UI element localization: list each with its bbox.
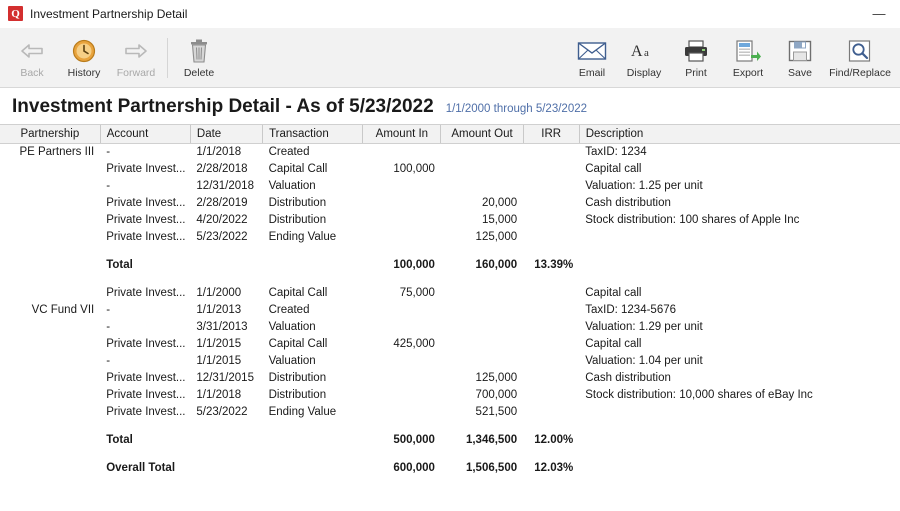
cell-partnership xyxy=(0,161,100,178)
cell-irr: 12.03% xyxy=(534,461,574,474)
cell-amount-in xyxy=(363,195,441,212)
cell-irr xyxy=(523,302,579,319)
cell-irr xyxy=(523,229,579,246)
cell-partnership xyxy=(0,229,100,246)
display-button[interactable] xyxy=(618,30,670,86)
cell-amount-in: 500,000 xyxy=(393,433,435,446)
page-title: Investment Partnership Detail - As of 5/23/2022 xyxy=(12,96,434,117)
back-button[interactable] xyxy=(6,30,58,86)
cell-description: Stock distribution: 10,000 shares of eBay Inc xyxy=(585,388,813,401)
column-header-transaction[interactable]: Transaction xyxy=(263,125,363,144)
column-header-date[interactable]: Date xyxy=(190,125,262,144)
cell-account: Private Invest... xyxy=(106,162,186,175)
cell-description: Capital call xyxy=(585,286,642,299)
cell-account: Private Invest... xyxy=(106,337,186,350)
cell-transaction: Created xyxy=(268,146,310,158)
history-button[interactable] xyxy=(58,30,110,86)
table-row[interactable] xyxy=(0,302,900,319)
table-row[interactable] xyxy=(0,144,900,161)
cell-account: - xyxy=(106,179,111,192)
cell-account: - xyxy=(106,354,111,367)
cell-partnership xyxy=(0,370,100,387)
table-spacer-row xyxy=(0,246,900,257)
report-table xyxy=(0,124,900,477)
column-header-amount-in[interactable]: Amount In xyxy=(363,125,441,144)
cell-irr xyxy=(523,212,579,229)
cell-amount-in xyxy=(363,404,441,421)
cell-irr: 13.39% xyxy=(534,258,574,271)
window-titlebar xyxy=(0,0,900,28)
cell-amount-out xyxy=(441,353,523,370)
cell-amount-in xyxy=(363,302,441,319)
trash-icon xyxy=(188,38,210,64)
report-date-range: 1/1/2000 through 5/23/2022 xyxy=(445,103,588,115)
cell-date: 1/1/2015 xyxy=(196,354,242,367)
cell-description: Stock distribution: 100 shares of Apple Inc xyxy=(585,213,800,226)
find-replace-button[interactable] xyxy=(826,30,894,86)
cell-irr xyxy=(523,404,579,421)
cell-description xyxy=(579,257,900,274)
column-header-account[interactable]: Account xyxy=(100,125,190,144)
cell-description: Cash distribution xyxy=(585,196,671,209)
cell-amount-in xyxy=(363,353,441,370)
window-title: Investment Partnership Detail xyxy=(30,6,188,21)
table-row[interactable] xyxy=(0,229,900,246)
cell-description: Capital call xyxy=(585,337,642,350)
cell-account: Overall Total xyxy=(106,461,176,474)
table-row[interactable] xyxy=(0,195,900,212)
cell-irr xyxy=(523,319,579,336)
cell-account: Private Invest... xyxy=(106,388,186,401)
cell-irr xyxy=(523,161,579,178)
cell-description: Valuation: 1.25 per unit xyxy=(585,179,703,192)
cell-partnership xyxy=(0,387,100,404)
cell-date: 2/28/2019 xyxy=(196,196,248,209)
cell-irr xyxy=(523,178,579,195)
cell-description: Cash distribution xyxy=(585,371,671,384)
table-row[interactable] xyxy=(0,319,900,336)
cell-transaction: Capital Call xyxy=(268,162,328,175)
table-row[interactable] xyxy=(0,285,900,302)
forward-button[interactable] xyxy=(110,30,162,86)
column-header-description[interactable]: Description xyxy=(579,125,900,144)
cell-partnership: VC Fund VII xyxy=(31,303,95,316)
cell-amount-in: 100,000 xyxy=(393,258,435,271)
cell-account: Private Invest... xyxy=(106,196,186,209)
print-label: Print xyxy=(685,67,707,79)
cell-date: 12/31/2018 xyxy=(196,179,254,192)
cell-partnership xyxy=(0,432,100,449)
cell-irr: 12.00% xyxy=(534,433,574,446)
report-table-container xyxy=(0,124,900,477)
cell-amount-out xyxy=(441,161,523,178)
cell-partnership xyxy=(0,178,100,195)
forward-label: Forward xyxy=(116,67,156,79)
cell-amount-out: 125,000 xyxy=(475,230,518,243)
cell-transaction: Capital Call xyxy=(268,286,328,299)
cell-partnership: PE Partners III xyxy=(19,146,95,158)
cell-description: TaxID: 1234 xyxy=(585,146,647,158)
cell-date: 12/31/2015 xyxy=(196,371,254,384)
cell-date: 2/28/2018 xyxy=(196,162,248,175)
cell-transaction: Valuation xyxy=(268,354,316,367)
cell-amount-out xyxy=(441,336,523,353)
table-body xyxy=(0,144,900,477)
table-row[interactable] xyxy=(0,161,900,178)
cell-transaction: Ending Value xyxy=(268,230,337,243)
table-row[interactable] xyxy=(0,336,900,353)
cell-irr xyxy=(523,144,579,161)
cell-date xyxy=(190,257,262,274)
back-label: Back xyxy=(20,67,44,79)
cell-account: Total xyxy=(106,433,133,446)
delete-button[interactable] xyxy=(173,30,225,86)
font-size-icon xyxy=(630,38,658,64)
clock-icon xyxy=(71,38,97,64)
floppy-disk-icon xyxy=(787,38,813,64)
cell-date: 1/1/2013 xyxy=(196,303,242,316)
email-label: Email xyxy=(578,67,606,79)
cell-transaction: Distribution xyxy=(268,196,327,209)
find-replace-label: Find/Replace xyxy=(829,67,891,79)
cell-amount-out xyxy=(441,302,523,319)
cell-account: Private Invest... xyxy=(106,405,186,418)
cell-transaction: Valuation xyxy=(268,179,316,192)
cell-transaction: Ending Value xyxy=(268,405,337,418)
table-total-row[interactable] xyxy=(0,460,900,477)
cell-transaction xyxy=(263,432,363,449)
cell-description xyxy=(579,432,900,449)
table-spacer-row xyxy=(0,421,900,432)
cell-description xyxy=(579,460,900,477)
cell-amount-in: 600,000 xyxy=(393,461,435,474)
cell-date: 1/1/2015 xyxy=(196,337,242,350)
cell-amount-in xyxy=(363,319,441,336)
cell-amount-out: 1,506,500 xyxy=(465,461,518,474)
cell-irr xyxy=(523,353,579,370)
cell-transaction: Distribution xyxy=(268,388,327,401)
table-header-row xyxy=(0,125,900,144)
cell-amount-in xyxy=(363,229,441,246)
svg-text:a: a xyxy=(644,47,649,59)
display-label: Display xyxy=(626,67,662,79)
cell-account: - xyxy=(106,146,111,158)
cell-account: - xyxy=(106,303,111,316)
history-label: History xyxy=(67,67,101,79)
cell-amount-out: 125,000 xyxy=(475,371,518,384)
cell-account: Private Invest... xyxy=(106,230,186,243)
cell-date: 5/23/2022 xyxy=(196,405,248,418)
arrow-right-icon xyxy=(123,38,149,64)
save-button[interactable] xyxy=(774,30,826,86)
arrow-left-icon xyxy=(19,38,45,64)
delete-label: Delete xyxy=(183,67,215,79)
cell-amount-out: 160,000 xyxy=(475,258,518,271)
toolbar-nav-group xyxy=(6,28,225,87)
minimize-button[interactable]: — xyxy=(872,5,886,21)
cell-description: Capital call xyxy=(585,162,642,175)
main-toolbar xyxy=(0,28,900,88)
cell-account: Private Invest... xyxy=(106,286,186,299)
cell-description xyxy=(579,404,900,421)
cell-amount-in xyxy=(363,387,441,404)
cell-partnership xyxy=(0,319,100,336)
cell-partnership xyxy=(0,212,100,229)
toolbar-divider xyxy=(167,38,168,78)
export-icon xyxy=(734,38,762,64)
cell-description: Valuation: 1.29 per unit xyxy=(585,320,703,333)
svg-text:A: A xyxy=(631,43,643,60)
cell-transaction: Capital Call xyxy=(268,337,328,350)
save-label: Save xyxy=(788,67,812,79)
cell-description xyxy=(579,229,900,246)
cell-date: 1/1/2018 xyxy=(196,388,242,401)
table-spacer-row xyxy=(0,274,900,285)
cell-transaction: Distribution xyxy=(268,371,327,384)
cell-amount-out xyxy=(441,285,523,302)
report-header xyxy=(0,88,900,124)
email-button[interactable] xyxy=(566,30,618,86)
cell-amount-in xyxy=(363,370,441,387)
cell-irr xyxy=(523,285,579,302)
cell-date xyxy=(190,460,262,477)
cell-partnership xyxy=(0,404,100,421)
envelope-icon xyxy=(577,38,607,64)
cell-amount-in: 100,000 xyxy=(393,162,435,175)
column-header-amount-out[interactable]: Amount Out xyxy=(441,125,523,144)
cell-account: Private Invest... xyxy=(106,213,186,226)
cell-partnership xyxy=(0,257,100,274)
cell-date: 1/1/2000 xyxy=(196,286,242,299)
table-row[interactable] xyxy=(0,370,900,387)
toolbar-actions-group xyxy=(566,28,894,87)
cell-amount-out: 521,500 xyxy=(475,405,518,418)
cell-irr xyxy=(523,195,579,212)
cell-account: Total xyxy=(106,258,133,271)
cell-amount-out xyxy=(441,144,523,161)
cell-date: 3/31/2013 xyxy=(196,320,248,333)
cell-date: 1/1/2018 xyxy=(196,146,242,158)
table-row[interactable] xyxy=(0,353,900,370)
cell-date: 4/20/2022 xyxy=(196,213,248,226)
cell-amount-out xyxy=(441,178,523,195)
cell-partnership xyxy=(0,353,100,370)
cell-date xyxy=(190,432,262,449)
cell-description: TaxID: 1234-5676 xyxy=(585,303,677,316)
column-header-partnership[interactable]: Partnership xyxy=(0,125,100,144)
cell-partnership xyxy=(0,336,100,353)
cell-partnership xyxy=(0,460,100,477)
table-total-row[interactable] xyxy=(0,432,900,449)
cell-irr xyxy=(523,336,579,353)
cell-irr xyxy=(523,370,579,387)
cell-amount-in: 425,000 xyxy=(393,337,435,350)
export-button[interactable] xyxy=(722,30,774,86)
cell-amount-in: 75,000 xyxy=(399,286,435,299)
cell-partnership xyxy=(0,195,100,212)
cell-amount-out: 20,000 xyxy=(481,196,518,209)
column-header-irr[interactable]: IRR xyxy=(523,125,579,144)
cell-transaction xyxy=(263,257,363,274)
cell-amount-out: 700,000 xyxy=(475,388,518,401)
cell-amount-in xyxy=(363,178,441,195)
cell-transaction: Valuation xyxy=(268,320,316,333)
table-row[interactable] xyxy=(0,212,900,229)
cell-account: Private Invest... xyxy=(106,371,186,384)
cell-amount-out: 1,346,500 xyxy=(465,433,518,446)
printer-icon xyxy=(682,38,710,64)
cell-amount-in xyxy=(363,144,441,161)
table-row[interactable] xyxy=(0,387,900,404)
cell-amount-in xyxy=(363,212,441,229)
cell-irr xyxy=(523,387,579,404)
cell-transaction: Distribution xyxy=(268,213,327,226)
table-total-row[interactable] xyxy=(0,257,900,274)
export-label: Export xyxy=(732,67,764,79)
cell-transaction xyxy=(263,460,363,477)
app-logo-icon: Q xyxy=(8,6,23,21)
cell-amount-out xyxy=(441,319,523,336)
table-spacer-row xyxy=(0,449,900,460)
cell-account: - xyxy=(106,320,111,333)
table-row[interactable] xyxy=(0,178,900,195)
magnifier-icon xyxy=(847,38,873,64)
cell-partnership xyxy=(0,285,100,302)
cell-transaction: Created xyxy=(268,303,310,316)
cell-amount-out: 15,000 xyxy=(481,213,518,226)
cell-description: Valuation: 1.04 per unit xyxy=(585,354,703,367)
table-row[interactable] xyxy=(0,404,900,421)
cell-date: 5/23/2022 xyxy=(196,230,248,243)
print-button[interactable] xyxy=(670,30,722,86)
